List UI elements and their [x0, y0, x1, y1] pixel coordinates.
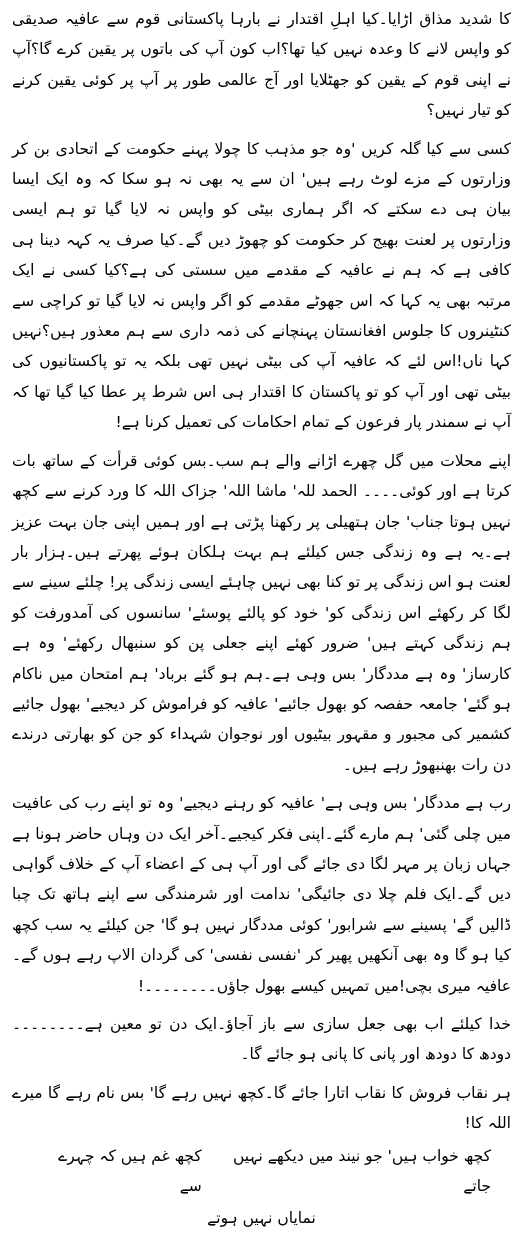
paragraph-1: کا شدید مذاق اڑایا۔کیا اہلِ اقتدار نے بارہا پاکستانی قوم سے عافیہ صدیقی کو واپس لانے کا وعدہ نہیں کیا تھا؟اب کون آپ کی باتوں پر یقین کرے گا؟آپ نے اپنی قوم کے یقین کو جھٹلایا اور آج عالمی طور پر آپ پر کوئی یقین کرنے کو تیار نہیں؟ [12, 10, 511, 120]
paragraph-4: رب ہے مددگار' بس وہی ہے' عافیہ کو رہنے دیجیے' وہ تو اپنے رب کی عافیت میں چلی گئی' ہم مارے گئے۔اپنی فکر کیجیے۔آخر ایک دن وہاں حاضر ہونا ہے جہاں زبان پر مہر لگا دی جائے گی اور آپ ہی کے اعضاء آپ کے خلاف گواہی دیں گے۔ایک فلم چلا دی جائیگی' ندامت اور شرمندگی سے اپنے ہاتھ تک چبا ڈالیں گے' پسینے سے شرابور' کوئی مددگار نہیں ہو گا' جن کیلئے یہ سب کچھ کیا ہو گا وہ بھی آنکھیں پھیر کر 'نفسی نفسی' کی گردان الاپ رہے ہوں گے۔عافیہ میری بچی!میں تمہیں کیسے بھول جاؤں۔۔۔۔۔۔۔۔! [12, 794, 511, 995]
couplet-first-hemistich: کچھ خواب ہیں' جو نیند میں دیکھے نہیں جاتے [232, 1146, 491, 1196]
paragraph-5: خدا کیلئے اب بھی جعل سازی سے باز آجاؤ۔ایک دن تو معین ہے۔۔۔۔۔۔۔۔دودھ کا دودھ اور پانی کا پانی ہو جائے گا۔ [12, 1015, 511, 1064]
poetry-couplet [12, 1141, 511, 1234]
paragraph-6: ہر نقاب فروش کا نقاب اتارا جائے گا۔کچھ نہیں رہے گا' بس نام رہے گا میرے اللہ کا! [12, 1083, 511, 1133]
couplet-line [32, 1141, 491, 1202]
couplet-second-hemistich: کچھ غم ہیں کہ چہرے سے [58, 1146, 202, 1196]
couplet-ending: نمایاں نہیں ہوتے [207, 1209, 316, 1228]
paragraph-3: اپنے محلات میں گل چھرے اڑانے والے ہم سب۔بس کوئی قرأت کے ساتھ بات کرتا ہے اور کوئی۔۔۔۔ الحمد للہ' ماشا اللہ' جزاک اللہ کا ورد کرنے سے کچھ نہیں ہوتا جناب' جان ہتھیلی پر رکھنا پڑتی ہے اور ہمیں اپنی جان بہت عزیز ہے۔یہ ہے وہ زندگی جس کیلئے ہم بہت ہلکان ہوئے پھرتے ہیں۔ہزار بار لعنت ہو اس زندگی پر تو کنا بھی نہیں چاہئے ایسی زندگی پر! چلئے سینے سے لگا کر رکھئے اس زندگی کو' خود کو پالئے پوسئے' سانسوں کی آمدورفت کو ہم زندگی کہتے ہیں' ضرور کھئے اپنے جعلی پن کو سنبھال رکھئے' وہ ہے کارساز' وہ ہے مددگار' بس وہی ہے۔ہم ہو گئے برباد' ہم امتحان میں ناکام ہو گئے' جامعہ حفصہ کو بھول جائیے' عافیہ کو فراموش کر دیجیے' بھول جائیے کشمیر کی مجبور و مقہور بیٹیوں اور نوجوان شہداء کو جن کو بھارتی درندے دن رات بھنبھوڑ رہے ہیں۔ [12, 451, 511, 774]
paragraph-2: کسی سے کیا گلہ کریں 'وہ جو مذہب کا چولا پہنے حکومت کے اتحادی بن کر وزارتوں کے مزے لوٹ رہے ہیں' ان سے یہ بھی نہ ہو سکا کہ وہ ایک ایسا بیان ہی دے سکتے کہ اگر ہماری بیٹی کو واپس نہ لایا گیا تو ہم ایسی وزارتوں پر لعنت بھیج کر حکومت کو چھوڑ دیں گے۔کیا صرف یہ کہہ دینا ہی کافی ہے کہ ہم نے عافیہ کے مقدمے میں سستی کی ہے؟کیا کسی نے ایک مرتبہ بھی یہ کہا کہ اس جھوٹے مقدمے کو اگر واپس نہ لایا گیا تو کراچی سے کنٹینروں کا جلوس افغانستان پہنچانے کی ذمہ داری سے ہم معذور ہیں؟نہیں کہا ناں!اس لئے کہ عافیہ آپ کی بیٹی نہیں تھی بلکہ یہ تو پاکستانیوں کی بیٹی تھی اور آپ کو تو پاکستان کا اقتدار ہی اس شرط پر عطا کیا گیا تھا کہ آپ نے سمندر پار فرعون کے تمام احکامات کی تعمیل کرنا ہے! [12, 139, 511, 432]
